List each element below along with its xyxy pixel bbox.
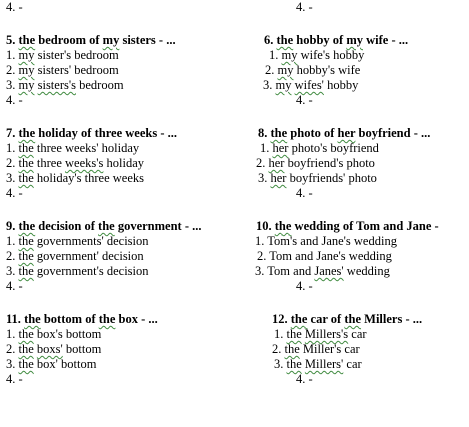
spellcheck-word: my — [18, 78, 35, 92]
spellcheck-word: sisters's — [37, 78, 76, 92]
answer-option: 4. - — [6, 279, 23, 293]
spellcheck-word: the — [18, 126, 36, 140]
spellcheck-word: my — [18, 48, 35, 62]
spellcheck-word: the — [270, 126, 288, 140]
spellcheck-word: the — [18, 171, 34, 185]
spellcheck-word: weeks's — [65, 156, 104, 170]
spellcheck-word: her — [270, 171, 287, 185]
answer-option: 1. my wife's hobby — [269, 48, 365, 62]
answer-option: 4. - — [6, 93, 23, 107]
right-column — [250, 0, 465, 387]
answer-option: 3. Tom and Janes' wedding — [255, 264, 390, 278]
answer-option: 3. her boyfriends' photo — [258, 171, 377, 185]
answer-option: 3. the government's decision — [6, 264, 149, 278]
answer-option: 2. Tom and Jane's wedding — [257, 249, 392, 263]
answer-option: 1. my sister's bedroom — [6, 48, 119, 62]
spellcheck-word: boxs' — [36, 342, 63, 356]
spellcheck-word: the — [286, 327, 302, 341]
question-title: 10. the wedding of Tom and Jane - — [256, 219, 439, 233]
spellcheck-word: the — [290, 312, 308, 326]
spellcheck-word: her — [268, 156, 285, 170]
answer-option: 3. my sisters's bedroom — [6, 78, 124, 92]
answer-option: 2. the boxs' bottom — [6, 342, 102, 356]
question-title: 8. the photo of her boyfriend - ... — [258, 126, 431, 140]
spellcheck-word: Janes' — [314, 264, 344, 278]
left-column — [6, 0, 242, 387]
answer-option: 4. - — [296, 186, 313, 200]
spellcheck-word: the — [18, 219, 36, 233]
spellcheck-word: my — [277, 63, 294, 77]
answer-option: 4. - — [296, 93, 313, 107]
spellcheck-word: the — [344, 312, 362, 326]
question-title: 9. the decision of the government - ... — [6, 219, 202, 233]
answer-option: 4. - — [6, 372, 23, 386]
spellcheck-word: the — [18, 342, 34, 356]
spellcheck-word: Millers' — [304, 357, 344, 371]
question-title: 7. the holiday of three weeks - ... — [6, 126, 177, 140]
answer-option: 2. my hobby's wife — [265, 63, 361, 77]
spellcheck-word: my — [18, 63, 35, 77]
answer-option: 4. - — [296, 0, 313, 14]
spellcheck-word: the — [286, 357, 302, 371]
spellcheck-word: the — [98, 312, 116, 326]
answer-option: 1. the Millers's car — [274, 327, 367, 341]
answer-option: 2. my sisters' bedroom — [6, 63, 119, 77]
answer-option: 2. the government' decision — [6, 249, 144, 263]
spellcheck-word: the — [284, 342, 300, 356]
answer-option: 1. the box's bottom — [6, 327, 102, 341]
answer-option: 2. the Miller's car — [272, 342, 360, 356]
spellcheck-word: the — [18, 156, 34, 170]
question-title: 5. the bedroom of my sisters - ... — [6, 33, 176, 47]
spellcheck-word: the — [276, 33, 294, 47]
answer-option: 4. - — [296, 372, 313, 386]
answer-option: 1. Tom's and Jane's wedding — [255, 234, 397, 248]
answer-option: 1. her photo's boyfriend — [260, 141, 379, 155]
question-title: 11. the bottom of the box - ... — [6, 312, 158, 326]
answer-option: 1. the governments' decision — [6, 234, 149, 248]
answer-option: 4. - — [296, 279, 313, 293]
spellcheck-word: Millers's — [304, 327, 349, 341]
spellcheck-word: the — [98, 219, 115, 233]
answer-option: 3. my wifes' hobby — [263, 78, 359, 92]
question-title: 6. the hobby of my wife - ... — [264, 33, 409, 47]
answer-option: 1. the three weeks' holiday — [6, 141, 140, 155]
spellcheck-word: my — [102, 33, 120, 47]
spellcheck-word: the — [18, 141, 34, 155]
spellcheck-word: my — [346, 33, 363, 47]
spellcheck-word: the — [18, 33, 36, 47]
question-title: 12. the car of the Millers - ... — [272, 312, 423, 326]
spellcheck-word: her — [337, 126, 356, 140]
answer-option: 3. the box' bottom — [6, 357, 97, 371]
spellcheck-word: the — [18, 234, 34, 248]
spellcheck-word: wifes' — [294, 78, 324, 92]
spellcheck-word: my — [281, 48, 298, 62]
spellcheck-word: the — [18, 357, 34, 371]
spellcheck-word: the — [18, 327, 34, 341]
spellcheck-word: the — [274, 219, 292, 233]
answer-option: 4. - — [6, 186, 23, 200]
answer-option: 2. her boyfriend's photo — [256, 156, 375, 170]
answer-option: 3. the holiday's three weeks — [6, 171, 145, 185]
spellcheck-word: her — [272, 141, 289, 155]
spellcheck-word: the — [18, 264, 34, 278]
spellcheck-word: my — [275, 78, 292, 92]
spellcheck-word: the — [24, 312, 41, 326]
answer-option: 4. - — [6, 0, 23, 14]
answer-option: 2. the three weeks's holiday — [6, 156, 144, 170]
spellcheck-word: the — [18, 249, 34, 263]
answer-option: 3. the Millers' car — [274, 357, 362, 371]
